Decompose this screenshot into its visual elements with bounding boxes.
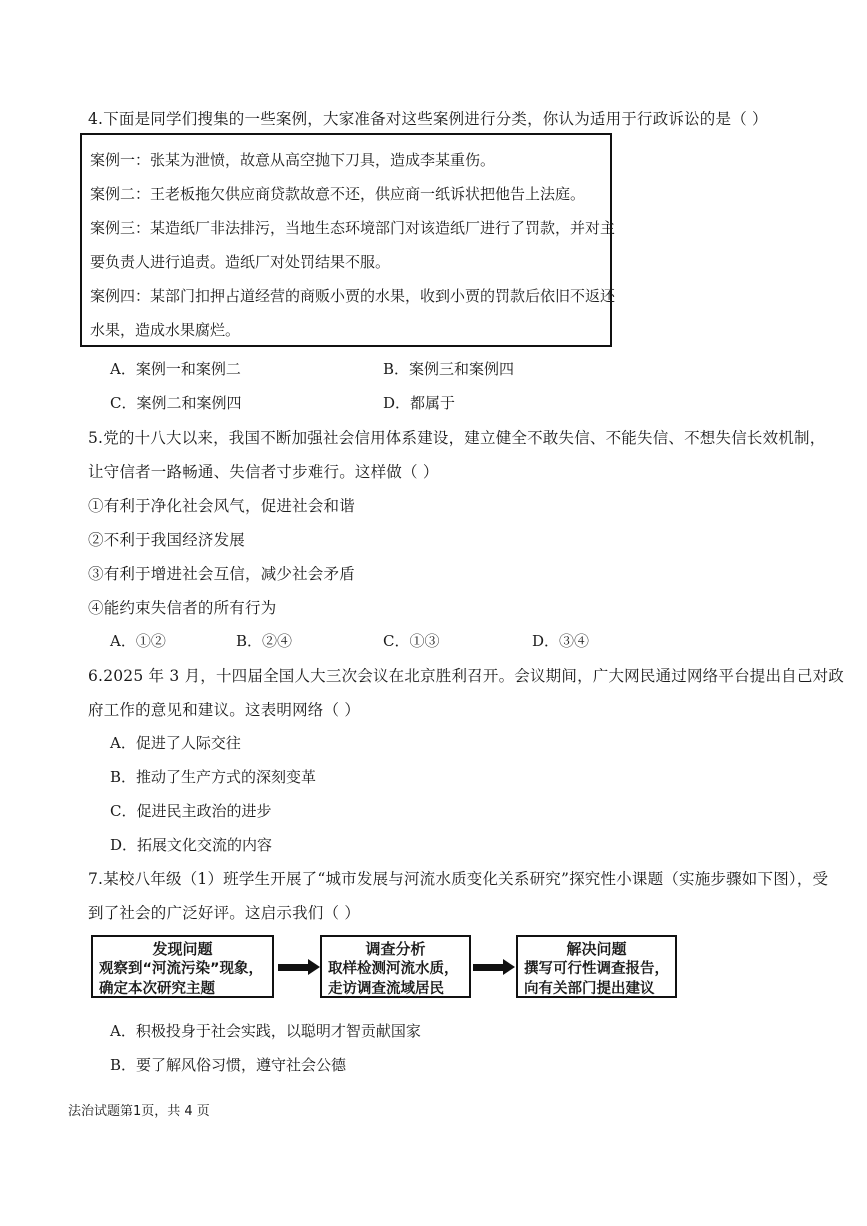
q5-option-d: D．③④ xyxy=(532,632,590,650)
q4-option-c: C．案例二和案例四 xyxy=(110,394,242,412)
q6-option-d: D．拓展文化交流的内容 xyxy=(110,836,273,854)
q5-option-b: B．②④ xyxy=(236,632,293,650)
q7-option-a: A．积极投身于社会实践，以聪明才智贡献国家 xyxy=(110,1022,421,1040)
q6-option-c: C．促进民主政治的进步 xyxy=(110,802,272,820)
flow-step-solve-line2: 向有关部门提出建议 xyxy=(524,981,655,997)
flow-arrow-icon xyxy=(473,962,515,972)
q4-case-3-line1: 案例三：某造纸厂非法排污，当地生态环境部门对该造纸厂进行了罚款，并对主 xyxy=(90,219,616,237)
q4-option-d: D．都属于 xyxy=(383,394,456,412)
flow-step-solve-line1: 撰写可行性调查报告， xyxy=(524,961,669,977)
q5-statement-1: ①有利于净化社会风气，促进社会和谐 xyxy=(88,497,355,515)
q4-stem: 4.下面是同学们搜集的一些案例，大家准备对这些案例进行分类，你认为适用于行政诉讼的是（ ） xyxy=(88,110,768,128)
q5-statement-4: ④能约束失信者的所有行为 xyxy=(88,599,277,617)
flow-step-analyze-line2: 走访调查流域居民 xyxy=(328,981,444,997)
q4-case-4-line1: 案例四：某部门扣押占道经营的商贩小贾的水果，收到小贾的罚款后依旧不返还 xyxy=(90,287,616,305)
q7-stem-line1: 7.某校八年级（1）班学生开展了“城市发展与河流水质变化关系研究”探究性小课题（实施步骤如下图），受 xyxy=(88,870,829,888)
q4-option-a: A．案例一和案例二 xyxy=(110,360,241,378)
flow-arrow-icon xyxy=(278,962,320,972)
q5-option-a: A．①② xyxy=(110,632,166,650)
q4-case-2: 案例二：王老板拖欠供应商贷款故意不还，供应商一纸诉状把他告上法庭。 xyxy=(90,185,586,203)
q7-stem-line2: 到了社会的广泛好评。这启示我们（ ） xyxy=(88,904,361,922)
flow-step-discover-title: 发现问题 xyxy=(152,940,213,958)
flow-step-discover xyxy=(91,935,274,998)
q5-option-c: C．①③ xyxy=(383,632,440,650)
page-footer: 法治试题第1页，共 4 页 xyxy=(68,1104,210,1119)
q6-option-b: B．推动了生产方式的深刻变革 xyxy=(110,768,317,786)
q4-case-3-line2: 要负责人进行追责。造纸厂对处罚结果不服。 xyxy=(90,253,391,271)
q4-option-b: B．案例三和案例四 xyxy=(383,360,515,378)
q4-case-1: 案例一：张某为泄愤，故意从高空抛下刀具，造成李某重伤。 xyxy=(90,151,496,169)
q7-option-b: B．要了解风俗习惯，遵守社会公德 xyxy=(110,1056,347,1074)
q5-stem-line1: 5.党的十八大以来，我国不断加强社会信用体系建设，建立健全不敢失信、不能失信、不想失信长效机制， xyxy=(88,429,826,447)
q5-statement-2: ②不利于我国经济发展 xyxy=(88,531,246,549)
flow-step-solve-title: 解决问题 xyxy=(566,940,627,958)
flow-step-analyze xyxy=(320,935,471,998)
flow-step-solve xyxy=(516,935,677,998)
flow-step-discover-line2: 确定本次研究主题 xyxy=(99,981,215,997)
flow-step-analyze-title: 调查分析 xyxy=(365,940,426,958)
q6-stem-line1: 6.2025 年 3 月，十四届全国人大三次会议在北京胜利召开。会议期间，广大网民通过网络平台提出自己对政 xyxy=(88,667,844,685)
q5-stem-line2: 让守信者一路畅通、失信者寸步难行。这样做（ ） xyxy=(88,463,439,481)
q5-statement-3: ③有利于增进社会互信，减少社会矛盾 xyxy=(88,565,355,583)
q4-case-4-line2: 水果，造成水果腐烂。 xyxy=(90,321,241,339)
q6-stem-line2: 府工作的意见和建议。这表明网络（ ） xyxy=(88,701,361,719)
q6-option-a: A．促进了人际交往 xyxy=(110,734,241,752)
flow-step-discover-line1: 观察到“河流污染”现象， xyxy=(99,961,264,977)
flow-step-analyze-line1: 取样检测河流水质， xyxy=(328,961,459,977)
q4-case-box xyxy=(80,133,616,347)
